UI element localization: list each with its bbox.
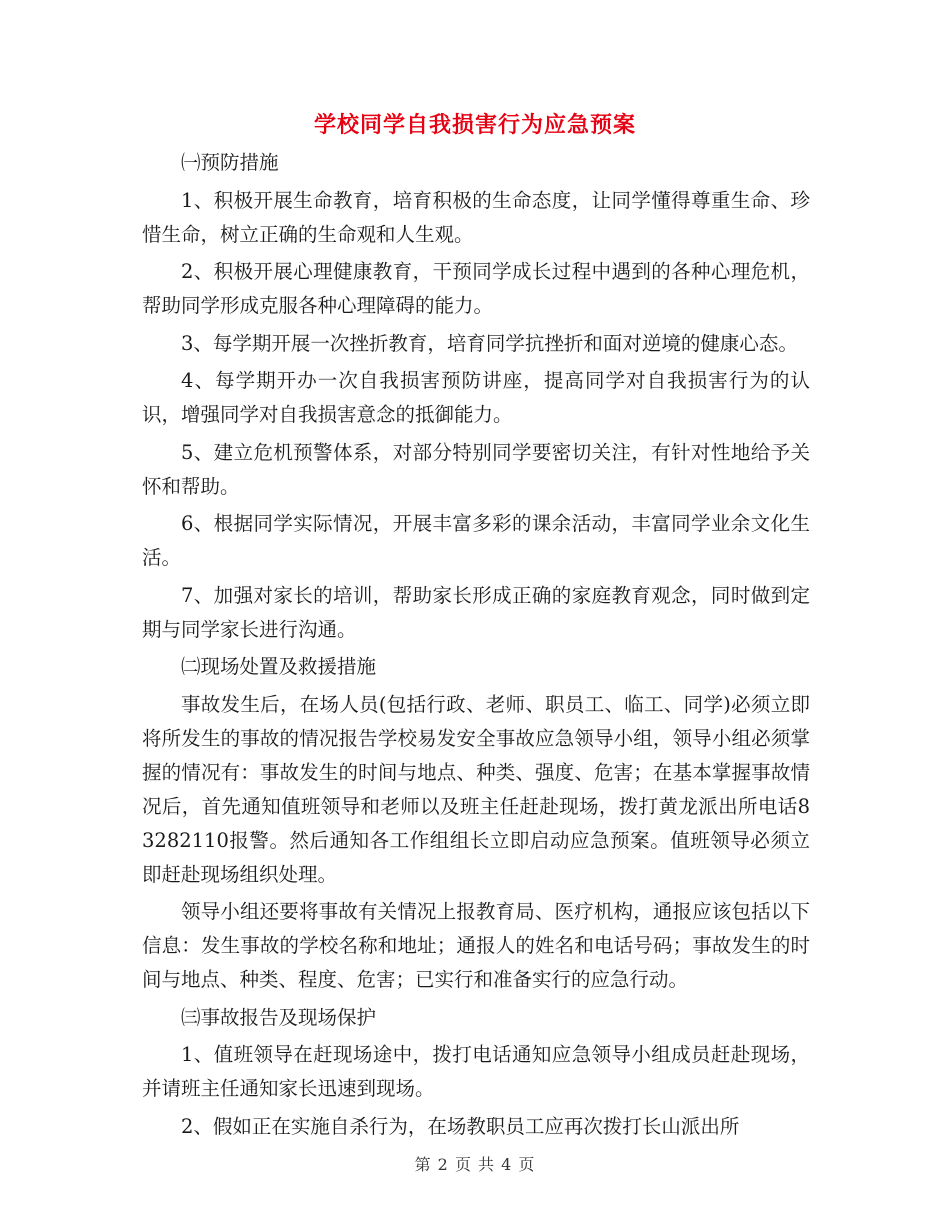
paragraph: 2、积极开展心理健康教育，干预同学成长过程中遇到的各种心理危机，帮助同学形成克服各种心理障碍的能力。 [142, 260, 810, 317]
section-heading-report-protection: ㈢事故报告及现场保护 [181, 1005, 377, 1029]
section-heading-prevention: ㈠预防措施 [181, 151, 279, 174]
paragraph: 领导小组还要将事故有关情况上报教育局、医疗机构，通报应该包括以下信息：发生事故的学校名称和地址；通报人的姓名和电话号码；事故发生的时间与地点、种类、程度、危害；已实行和准备实行的应急行动。 [142, 900, 810, 991]
paragraph: 事故发生后，在场人员(包括行政、老师、职员工、临工、同学)必须立即将所发生的事故的情况报告学校易发安全事故应急领导小组，领导小组必须掌握的情况有：事故发生的时间与地点、种类、强度、危害；在基本掌握事故情况后，首先通知值班领导和老师以及班主任赶赴现场，拨打黄龙派出所电话83282110报警。然后通知各工作组组长立即启动应急预案。值班领导必须立即赶赴现场组织处理。 [142, 692, 810, 886]
paragraph: 1、值班领导在赶现场途中，拨打电话通知应急领导小组成员赶赴现场，并请班主任通知家长迅速到现场。 [142, 1043, 810, 1100]
paragraph: 4、每学期开办一次自我损害预防讲座，提高同学对自我损害行为的认识，增强同学对自我损害意念的抵御能力。 [142, 369, 810, 426]
document-body [142, 146, 810, 1147]
paragraph: 1、积极开展生命教育，培育积极的生命态度，让同学懂得尊重生命、珍惜生命，树立正确的生命观和人生观。 [142, 188, 810, 246]
paragraph: 7、加强对家长的培训，帮助家长形成正确的家庭教育观念，同时做到定期与同学家长进行沟通。 [142, 583, 810, 641]
paragraph: 6、根据同学实际情况，开展丰富多彩的课余活动，丰富同学业余文化生活。 [142, 512, 810, 569]
paragraph: 3、每学期开展一次挫折教育，培育同学抗挫折和面对逆境的健康心态。 [181, 331, 798, 355]
paragraph: 5、建立危机预警体系，对部分特别同学要密切关注，有针对性地给予关怀和帮助。 [142, 440, 810, 498]
page-number-footer: 第 2 页 共 4 页 [414, 1155, 536, 1174]
paragraph: 2、假如正在实施自杀行为，在场教职员工应再次拨打长山派出所 [181, 1114, 740, 1138]
document-title: 学校同学自我损害行为应急预案 [313, 112, 636, 138]
section-heading-onsite-rescue: ㈡现场处置及救援措施 [181, 655, 377, 678]
